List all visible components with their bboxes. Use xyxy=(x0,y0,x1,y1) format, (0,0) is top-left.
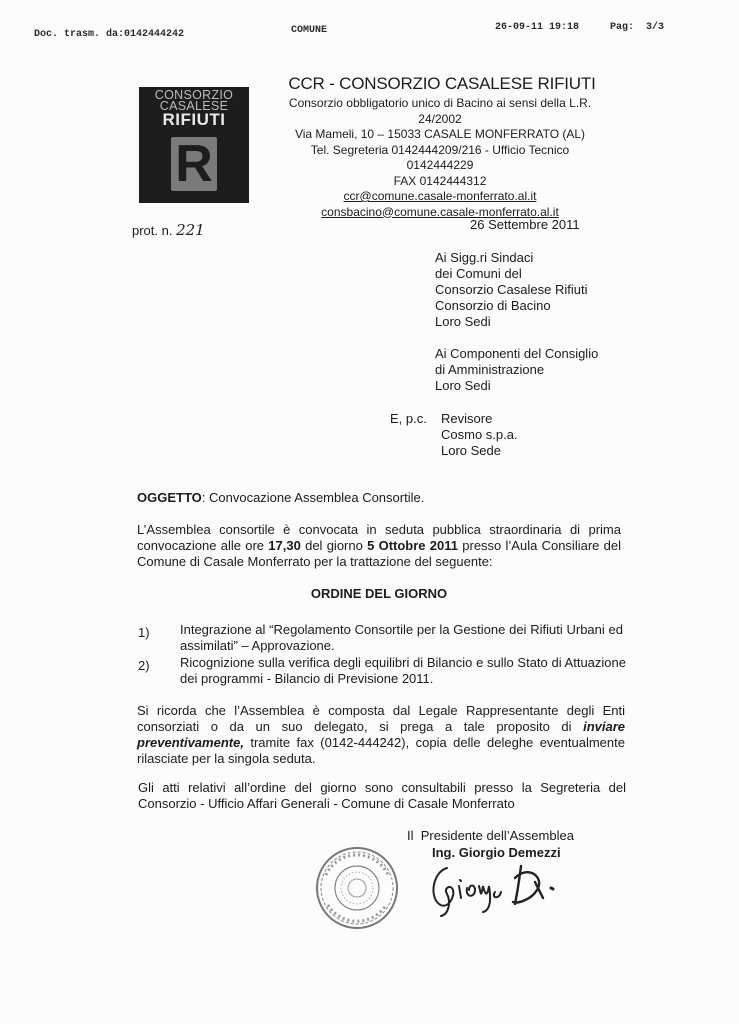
fax-page-number: Pag: 3/3 xyxy=(610,22,665,33)
signature-role: Il Presidente dell’Assemblea xyxy=(407,828,574,843)
recipient-line: Loro Sede xyxy=(441,443,501,458)
reminder-paragraph: Si ricorda che l’Assemblea è composta dal Legale Rappresentante degli Enti consorziati o da un suo delegato, si prega a tale proposito di inviare preventivamente, tramite fax (0142-444242), copia delle deleghe eventualmente rilasciate per la singola seduta. xyxy=(137,703,625,766)
recipient-line: Consorzio Casalese Rifiuti xyxy=(435,282,588,297)
agenda-title: ORDINE DEL GIORNO xyxy=(310,586,448,601)
letterhead-line-1: Consorzio obbligatorio unico di Bacino ai sensi della L.R. xyxy=(288,96,592,110)
letterhead-address: Via Mameli, 10 – 15033 CASALE MONFERRATO (AL) xyxy=(294,127,586,141)
handwritten-signature xyxy=(425,858,565,918)
logo-line-rifiuti: RIFIUTI xyxy=(162,110,226,129)
agenda-item-number: 2) xyxy=(138,658,150,673)
documents-note: Gli atti relativi all’ordine del giorno sono consultabili presso la Segreteria del Consorzio - Ufficio Affari Generali - Comune di Casale Monferrato xyxy=(138,780,626,811)
meeting-date: 5 Ottobre 2011 xyxy=(367,538,458,553)
letterhead-info xyxy=(250,96,630,220)
recipient-line: dei Comuni del xyxy=(435,266,522,281)
subject-label: OGGETTO xyxy=(137,490,202,505)
email-link-consbacino[interactable]: consbacino@comune.casale-monferrato.al.it xyxy=(321,204,559,219)
consortium-logo xyxy=(139,87,249,203)
cc-label: E, p.c. xyxy=(390,411,427,426)
letterhead-phone-2: 0142444229 xyxy=(406,158,474,172)
recipients-board xyxy=(435,346,598,394)
recipients-cc xyxy=(441,411,518,459)
protocol-number xyxy=(132,222,205,239)
fax-sender: Doc. trasm. da:0142444242 xyxy=(34,29,185,40)
recipient-line: Cosmo s.p.a. xyxy=(441,427,518,442)
letter-date: 26 Settembre 2011 xyxy=(470,217,580,232)
agenda-item-number: 1) xyxy=(138,625,150,640)
recipient-line: Ai Sigg.ri Sindaci xyxy=(435,250,534,265)
recipients-mayors xyxy=(435,250,587,330)
logo-line-consorzio: CONSORZIO xyxy=(154,88,234,102)
recipient-line: Loro Sedi xyxy=(435,314,491,329)
intro-paragraph: L’Assemblea consortile è convocata in seduta pubblica straordinaria di prima convocazione alle ore 17,30 del giorno 5 Ottobre 2011 presso l’Aula Consiliare del Comune di Casale Monferrato per la trattazione del seguente: xyxy=(137,522,621,569)
protocol-handwritten-number: 221 xyxy=(176,221,205,239)
recipient-line: Consorzio di Bacino xyxy=(435,298,551,313)
email-link-ccr[interactable]: ccr@comune.casale-monferrato.al.it xyxy=(343,189,537,203)
fax-datetime: 26-09-11 19:18 xyxy=(495,22,580,33)
protocol-label: prot. n. xyxy=(132,223,173,238)
recipient-line: Loro Sedi xyxy=(435,378,491,393)
letterhead-title: CCR - CONSORZIO CASALESE RIFIUTI xyxy=(288,74,596,93)
letterhead-phone: Tel. Segreteria 0142444209/216 - Ufficio Tecnico xyxy=(310,142,570,157)
subject-text: : Convocazione Assemblea Consortile. xyxy=(201,490,425,505)
recipient-line: Revisore xyxy=(441,411,493,426)
recipient-line: di Amministrazione xyxy=(435,362,545,377)
subject-line xyxy=(137,490,424,506)
recipient-line: Ai Componenti del Consiglio xyxy=(435,346,599,361)
meeting-time: 17,30 xyxy=(268,538,301,553)
letterhead-fax: FAX 0142444312 xyxy=(393,173,487,188)
fax-location: COMUNE xyxy=(291,25,328,36)
agenda-item-text: Integrazione al “Regolamento Consortile per la Gestione dei Rifiuti Urbani ed assimilati” – Approvazione. xyxy=(180,622,623,653)
logo-line-casalese: CASALESE xyxy=(159,99,229,113)
official-stamp xyxy=(314,845,400,931)
logo-r-mark: R xyxy=(171,137,217,191)
letterhead-line-2: 24/2002 xyxy=(418,111,462,126)
reminder-emphasis: inviare preventivamente, xyxy=(137,719,625,750)
agenda-item-text: Ricognizione sulla verifica degli equilibri di Bilancio e sullo Stato di Attuazione dei programmi - Bilancio di Previsione 2011. xyxy=(180,655,626,686)
signature-name: Ing. Giorgio Demezzi xyxy=(432,845,561,860)
